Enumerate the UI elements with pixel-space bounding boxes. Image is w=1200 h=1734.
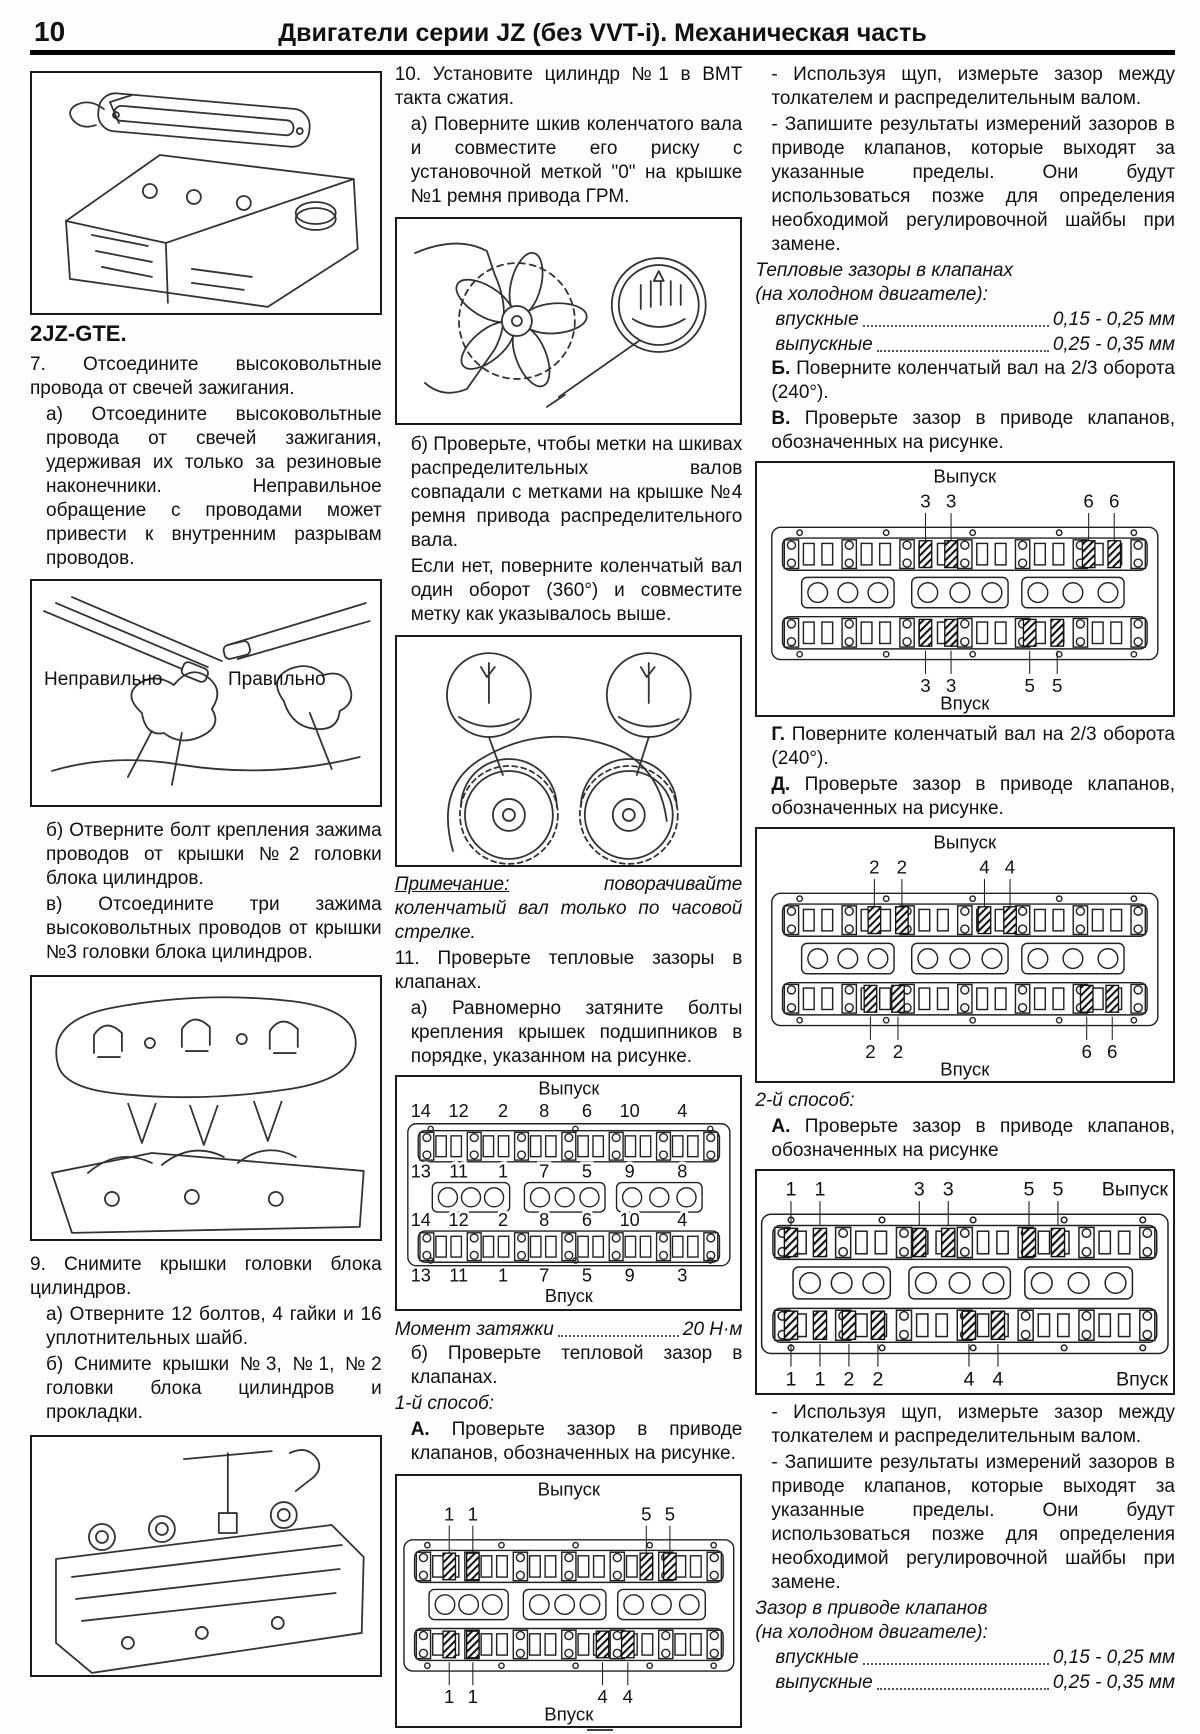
- step-10a-text: а) Поверните шкив коленчатого вала и совместите его риску с установочной меткой "0" на крышке №1 ремня привода ГРМ.: [410, 114, 743, 207]
- spec1-intake-value: 0,15 - 0,25 мм: [1052, 309, 1175, 330]
- step-g-letter: Г.: [771, 724, 786, 745]
- figure-cam-pulley-marks: [395, 635, 743, 867]
- svg-text:4: 4: [1005, 856, 1016, 878]
- step-9b-text: б) Снимите крышки №3, №1, №2 головки блока цилиндров и прокладки.: [46, 1354, 382, 1423]
- figure-caption-engine-code: 2JZ-GTE.: [30, 321, 127, 346]
- torque-leader-dots: [558, 1317, 679, 1337]
- step-10b-text: б) Проверьте, чтобы метки на шкивах распределительных валов совпадали с метками на крышке №4 ремня привода распределительного вала.: [410, 434, 743, 551]
- column-right: [755, 63, 1175, 1695]
- figure-cover-bolts-removal: [30, 1435, 382, 1677]
- figure-valve-check-method2: [755, 1169, 1175, 1395]
- svg-text:5: 5: [1052, 674, 1063, 696]
- svg-text:4: 4: [992, 1368, 1004, 1391]
- cover-bolts-illustration: [32, 1437, 380, 1675]
- svg-text:10: 10: [619, 1100, 640, 1121]
- spec1-title-line2: (на холодном двигателе):: [755, 284, 988, 305]
- figure-bearing-cap-tightening-order: [395, 1075, 743, 1311]
- svg-text:10: 10: [619, 1209, 640, 1230]
- svg-text:9: 9: [624, 1161, 635, 1182]
- svg-text:6: 6: [1083, 490, 1095, 512]
- spec2-intake-value: 0,15 - 0,25 мм: [1052, 1647, 1175, 1668]
- svg-text:4: 4: [597, 1685, 608, 1707]
- svg-text:6: 6: [581, 1100, 592, 1121]
- svg-text:3: 3: [943, 1178, 955, 1201]
- svg-text:8: 8: [538, 1209, 549, 1230]
- method-1-step-a-text: Проверьте зазор в приводе клапанов, обозначенных на рисунке.: [410, 1419, 743, 1464]
- method-2-heading: 2-й способ:: [755, 1090, 855, 1111]
- svg-text:5: 5: [664, 1503, 675, 1525]
- svg-text:Впуск: Впуск: [544, 1286, 593, 1307]
- note-body: поворачивайте коленчатый вал только по часовой стрелке.: [394, 874, 743, 943]
- spec2-intake-leader: [863, 1645, 1049, 1665]
- method-2-step-a: [755, 1115, 1175, 1163]
- svg-text:1: 1: [443, 1503, 455, 1525]
- method-2-step-a-text: Проверьте зазор в приводе клапанов, обозначенных на рисунке: [771, 1116, 1175, 1161]
- svg-text:13: 13: [410, 1265, 431, 1286]
- svg-text:1: 1: [467, 1503, 478, 1525]
- spec2-title-line2: (на холодном двигателе):: [755, 1622, 988, 1643]
- svg-text:8: 8: [538, 1100, 549, 1121]
- svg-text:1: 1: [467, 1685, 478, 1707]
- step-7v-text: в) Отсоедините три зажима высоковольтных проводов от крышки №3 головки блока цилиндров.: [46, 894, 382, 963]
- method-1-step-a-letter: А.: [410, 1419, 430, 1440]
- svg-text:4: 4: [676, 1209, 688, 1230]
- step-11a-text: а) Равномерно затяните болты крепления крышек подшипников в порядке, указанном на рисунке.: [410, 998, 743, 1067]
- svg-text:1: 1: [814, 1368, 826, 1391]
- step-g-text: Поверните коленчатый вал на 2/3 оборота (240°).: [771, 724, 1175, 769]
- svg-text:3: 3: [946, 674, 957, 696]
- svg-text:Выпуск: Выпуск: [933, 831, 997, 853]
- column-left: [30, 63, 382, 1683]
- figure-wire-clamps: [30, 975, 382, 1241]
- svg-text:1: 1: [443, 1685, 455, 1707]
- spec1-title-line1: Тепловые зазоры в клапанах: [755, 260, 1013, 281]
- step-10c-text: Если нет, поверните коленчатый вал один оборот (360°) и совместите метку как указывалось выше.: [410, 556, 743, 625]
- svg-text:Выпуск: Выпуск: [537, 1478, 600, 1500]
- spec1-intake-label: впускные: [775, 309, 859, 330]
- spec1-exhaust-line: [755, 332, 1175, 357]
- figure-wire-removal: [30, 579, 382, 807]
- svg-text:5: 5: [581, 1161, 592, 1182]
- figure-valve-cover: [30, 71, 382, 315]
- svg-text:3: 3: [920, 674, 932, 696]
- bullet-record-results: - Запишите результаты измерений зазоров в приводе клапанов, которые выходят за указанные пределы. Они будут использоваться позже для определения необходимой регулировочной шайбы при замене.: [771, 114, 1175, 255]
- svg-text:6: 6: [1081, 1040, 1093, 1062]
- spec2-exhaust-leader: [877, 1670, 1049, 1690]
- svg-text:1: 1: [785, 1178, 797, 1201]
- spec1-exhaust-leader: [877, 332, 1049, 352]
- method-2-step-a-letter: А.: [771, 1116, 791, 1137]
- bullet-measure-gap-2: - Используя щуп, измерьте зазор между толкателем и распределительным валом.: [771, 1402, 1175, 1447]
- step-v-text: Проверьте зазор в приводе клапанов, обозначенных на рисунке.: [771, 408, 1175, 453]
- svg-text:5: 5: [1023, 1178, 1035, 1201]
- figure-crank-pulley-tdc: [395, 217, 743, 425]
- svg-text:Выпуск: Выпуск: [933, 465, 997, 487]
- svg-text:Впуск: Впуск: [544, 1703, 594, 1725]
- svg-text:2: 2: [843, 1368, 855, 1391]
- svg-text:8: 8: [676, 1161, 688, 1182]
- step-11-text: 11. Проверьте тепловые зазоры в клапанах.: [394, 948, 743, 993]
- spec1-exhaust-value: 0,25 - 0,35 мм: [1052, 334, 1175, 355]
- column-middle: [395, 63, 743, 1734]
- svg-text:11: 11: [448, 1265, 468, 1286]
- svg-text:5: 5: [581, 1265, 592, 1286]
- torque-label: Момент затяжки: [394, 1319, 554, 1340]
- svg-text:3: 3: [946, 490, 957, 512]
- step-7a-text: а) Отсоедините высоковольтные провода от свечей зажигания, удерживая их только за резиновые наконечники. Неправильное обращение с проводами может привести к внутренним разрывам проводов.: [46, 404, 382, 569]
- wire-clamps-illustration: [32, 977, 380, 1239]
- spec2-title-line1: Зазор в приводе клапанов: [755, 1598, 988, 1619]
- svg-text:7: 7: [538, 1265, 549, 1286]
- svg-text:1: 1: [497, 1161, 508, 1182]
- svg-text:2: 2: [872, 1368, 884, 1391]
- step-b: [755, 357, 1175, 405]
- spec1-exhaust-label: выпускные: [775, 334, 873, 355]
- step-d: [755, 773, 1175, 821]
- step-d-text: Проверьте зазор в приводе клапанов, обозначенных на рисунке.: [771, 774, 1175, 819]
- footer-mark: [587, 1729, 613, 1731]
- step-11b-text: б) Проверьте тепловой зазор в клапанах.: [410, 1343, 743, 1388]
- svg-text:4: 4: [979, 856, 991, 878]
- svg-text:4: 4: [622, 1685, 633, 1707]
- torque-spec-line: [395, 1317, 743, 1342]
- note-text: [395, 873, 743, 945]
- svg-text:12: 12: [448, 1100, 469, 1121]
- svg-text:6: 6: [1107, 1040, 1118, 1062]
- svg-text:1: 1: [814, 1178, 826, 1201]
- step-v: [755, 407, 1175, 455]
- svg-text:1: 1: [497, 1265, 508, 1286]
- spec2-intake-line: [755, 1645, 1175, 1670]
- svg-text:11: 11: [448, 1161, 468, 1182]
- svg-text:2: 2: [897, 856, 908, 878]
- torque-value: 20 Н·м: [682, 1319, 743, 1340]
- spec1-intake-leader: [863, 307, 1049, 327]
- svg-text:Впуск: Впуск: [940, 692, 990, 714]
- figure-valve-check-step-d: [755, 827, 1175, 1083]
- spec1-intake-line: [755, 307, 1175, 332]
- step-9-text: 9. Снимите крышки головки блока цилиндров.: [30, 1254, 382, 1299]
- svg-text:Впуск: Впуск: [1116, 1368, 1169, 1391]
- label-correct: Правильно: [228, 669, 326, 690]
- svg-text:7: 7: [538, 1161, 549, 1182]
- figure-valve-check-method1: [395, 1474, 743, 1728]
- svg-text:4: 4: [676, 1100, 688, 1121]
- step-10-text: 10. Установите цилиндр №1 в ВМТ такта сжатия.: [394, 64, 743, 109]
- svg-text:5: 5: [1024, 674, 1036, 696]
- page-header: [30, 8, 1175, 55]
- wire-removal-illustration: [32, 581, 380, 805]
- spec2-exhaust-label: выпускные: [775, 1672, 873, 1693]
- crank-pulley-illustration: [397, 219, 741, 423]
- svg-text:5: 5: [1052, 1178, 1064, 1201]
- svg-text:1: 1: [785, 1368, 797, 1391]
- svg-text:4: 4: [963, 1368, 975, 1391]
- svg-text:14: 14: [410, 1100, 431, 1121]
- bullet-measure-gap: - Используя щуп, измерьте зазор между толкателем и распределительным валом.: [771, 64, 1175, 109]
- svg-text:13: 13: [410, 1161, 431, 1182]
- step-b-text: Поверните коленчатый вал на 2/3 оборота (240°).: [771, 358, 1175, 403]
- svg-text:3: 3: [920, 490, 932, 512]
- page-title: Двигатели серии JZ (без VVT-i). Механическая часть: [278, 19, 927, 47]
- step-7b-text: б) Отверните болт крепления зажима проводов от крышки №2 головки блока цилиндров.: [46, 820, 382, 889]
- method-1-heading: 1-й способ:: [394, 1393, 494, 1414]
- spec2-intake-label: впускные: [775, 1647, 859, 1668]
- svg-text:14: 14: [410, 1209, 431, 1230]
- step-v-letter: В.: [771, 408, 791, 429]
- svg-text:2: 2: [497, 1209, 508, 1230]
- svg-text:2: 2: [893, 1040, 904, 1062]
- svg-text:12: 12: [448, 1209, 469, 1230]
- svg-text:2: 2: [865, 1040, 877, 1062]
- step-b-letter: Б.: [771, 358, 791, 379]
- svg-text:9: 9: [624, 1265, 635, 1286]
- step-9a-text: а) Отверните 12 болтов, 4 гайки и 16 уплотнительных шайб.: [46, 1304, 382, 1349]
- note-label: Примечание:: [394, 874, 510, 895]
- svg-text:Выпуск: Выпуск: [1102, 1178, 1169, 1201]
- spec2-exhaust-value: 0,25 - 0,35 мм: [1052, 1672, 1175, 1693]
- svg-text:6: 6: [581, 1209, 592, 1230]
- svg-text:2: 2: [869, 856, 880, 878]
- valve-cover-illustration: [32, 73, 380, 313]
- label-incorrect: Неправильно: [44, 669, 163, 690]
- figure-valve-check-step-v: [755, 461, 1175, 717]
- svg-text:Впуск: Впуск: [940, 1058, 990, 1080]
- bullet-record-results-2: - Запишите результаты измерений зазоров в приводе клапанов, которые выходят за указанные пределы. Они будут использоваться позже для определения необходимой регулировочной шайбы при замене.: [771, 1452, 1175, 1593]
- svg-text:3: 3: [676, 1265, 688, 1286]
- step-g: [755, 723, 1175, 771]
- step-7-text: 7. Отсоедините высоковольтные провода от свечей зажигания.: [30, 354, 382, 399]
- svg-text:Выпуск: Выпуск: [538, 1078, 599, 1099]
- svg-text:5: 5: [640, 1503, 652, 1525]
- method-1-step-a: [395, 1418, 743, 1466]
- svg-text:6: 6: [1109, 490, 1120, 512]
- page-number: 10: [34, 16, 66, 47]
- svg-text:2: 2: [497, 1100, 508, 1121]
- spec2-exhaust-line: [755, 1670, 1175, 1695]
- cam-pulley-marks-illustration: [397, 637, 741, 865]
- step-d-letter: Д.: [771, 774, 791, 795]
- svg-text:3: 3: [914, 1178, 926, 1201]
